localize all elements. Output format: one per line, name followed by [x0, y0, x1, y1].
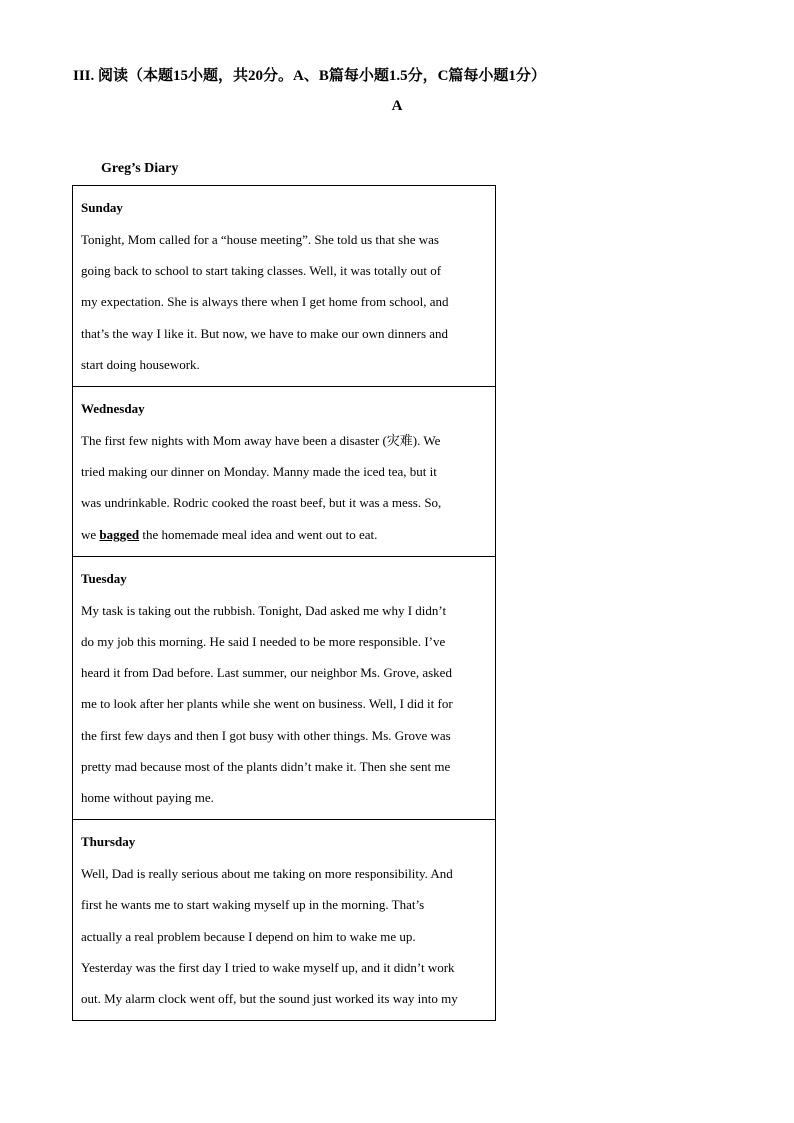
entry-line: out. My alarm clock went off, but the sound just worked its way into my [81, 991, 458, 1007]
entry-day-title: Sunday [81, 200, 123, 215]
entry-line: first he wants me to start waking myself up in the morning. That’s [81, 897, 425, 913]
diary-table [72, 185, 496, 1021]
diary-entry-sunday [73, 186, 496, 387]
entry-line: tried making our dinner on Monday. Manny made the iced tea, but it [81, 464, 437, 480]
entry-line: my expectation. She is always there when I get home from school, and [81, 294, 449, 310]
entry-line: Tonight, Mom called for a “house meeting”. She told us that she was [81, 232, 439, 247]
entry-line: My task is taking out the rubbish. Tonight, Dad asked me why I didn’t [81, 602, 447, 618]
diary-entry-cell [73, 820, 496, 1021]
entry-line: Well, Dad is really serious about me taking on more responsibility. And [81, 866, 453, 882]
entry-line: that’s the way I like it. But now, we have to make our own dinners and [81, 325, 449, 341]
entry-line: was undrinkable. Rodric cooked the roast beef, but it was a mess. So, [81, 495, 442, 511]
entry-day-title: Wednesday [81, 401, 145, 417]
entry-line: The first few nights with Mom away have been a disaster (灾难). We [81, 433, 441, 449]
entry-day-title: Thursday [81, 834, 136, 850]
diary-entry-cell [73, 556, 496, 819]
entry-line: pretty mad because most of the plants didn’t make it. Then she sent me [81, 758, 451, 774]
diary-entry-cell [73, 186, 496, 387]
line-text-after: the homemade meal idea and went out to eat. [139, 526, 378, 542]
diary-entry-wednesday [73, 387, 496, 557]
entry-line-with-keyword [81, 519, 488, 550]
diary-entry-cell [73, 387, 496, 557]
entry-line: actually a real problem because I depend on him to wake me up. [81, 928, 416, 944]
section-heading: III. 阅读（本题15小题，共20分。A、B篇每小题1.5分，C篇每小题1分） [73, 68, 546, 84]
underlined-keyword: bagged [99, 526, 140, 542]
diary-entry-tuesday [73, 556, 496, 819]
line-text-before: we [81, 526, 100, 542]
entry-line: heard it from Dad before. Last summer, our neighbor Ms. Grove, asked [81, 665, 452, 681]
entry-day-title: Tuesday [81, 570, 127, 586]
entry-line: me to look after her plants while she went on business. Well, I did it for [81, 696, 453, 712]
entry-line: home without paying me. [81, 790, 214, 806]
diary-entry-thursday [73, 820, 496, 1021]
entry-line: going back to school to start taking classes. Well, it was totally out of [81, 263, 442, 279]
part-letter: A [391, 98, 403, 114]
entry-line: start doing housework. [81, 356, 200, 372]
entry-line: the first few days and then I got busy with other things. Ms. Grove was [81, 727, 451, 743]
diary-title: Greg’s Diary [101, 161, 179, 176]
entry-line: Yesterday was the first day I tried to wake myself up, and it didn’t work [81, 959, 455, 975]
entry-line: do my job this morning. He said I needed to be more responsible. I’ve [81, 634, 446, 650]
